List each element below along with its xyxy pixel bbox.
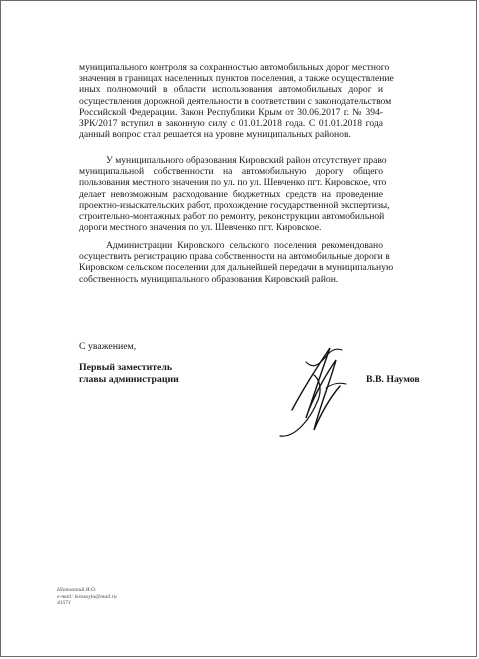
text-line: делает невозможным расходование бюджетных средств на проведение <box>79 188 383 200</box>
text-line: У муниципального образования Кировский район отсутствует право <box>106 155 387 166</box>
paragraph-recommendation <box>79 240 394 285</box>
text-line: проектно-изыскательских работ, прохождение государственной экспертизы, <box>79 199 390 211</box>
text-line: значения в границах населенных пунктов поселения, а также осуществление <box>79 73 394 85</box>
text-line: данный вопрос стал решается на уровне муниципальных районов. <box>79 129 351 141</box>
text-line: строительно-монтажных работ по ремонту, реконструкции автомобильной <box>79 211 385 223</box>
handwritten-signature <box>270 340 370 445</box>
executor-email: e-mail: kirosoyla@mail.ru <box>57 593 117 600</box>
text-line: собственность муниципального образования Кировский район. <box>79 273 339 285</box>
signatory-title <box>79 362 179 385</box>
text-line: осуществить регистрацию права собственности на автомобильные дороги в <box>79 251 390 263</box>
text-line: Российской Федерации. Закон Республики Крым от 30.06.2017 г. № 394- <box>79 106 383 118</box>
text-line: осуществления дорожной деятельности в соответствии с законодательством <box>79 95 392 107</box>
text-line: муниципального контроля за сохранностью автомобильных дорог местного <box>79 62 390 73</box>
executor-phone: 41571 <box>57 600 71 607</box>
executor-footer <box>57 587 117 607</box>
closing-greeting: С уважением, <box>79 341 137 352</box>
text-line: ЗРК/2017 вступил в законную силу с 01.01.2018 года. С 01.01.2018 года <box>79 118 383 130</box>
paragraph-ownership <box>79 155 390 234</box>
text-line: муниципальной собственности на автомобильную дорогу общего <box>79 166 383 178</box>
signatory-name: В.В. Наумов <box>366 374 420 385</box>
executor-name: Шаповский Я.О. <box>57 587 97 593</box>
signatory-title-line: главы администрации <box>79 373 179 385</box>
text-line: Кировском сельском поселении для дальнейшей передачи в муниципальную <box>79 262 394 274</box>
text-line: Администрации Кировского сельского поселения рекомендовано <box>106 240 383 251</box>
paragraph-legal-basis <box>79 62 394 141</box>
signatory-title-line: Первый заместитель <box>79 362 173 373</box>
text-line: иных полномочий в области использования автомобильных дорог и <box>79 84 383 96</box>
text-line: дороги местного значения по ул. Шевченко пгт. Кировское. <box>79 222 322 234</box>
text-line: пользования местного значения по ул. по ул. Шевченко пгт. Кировское, что <box>79 177 387 189</box>
